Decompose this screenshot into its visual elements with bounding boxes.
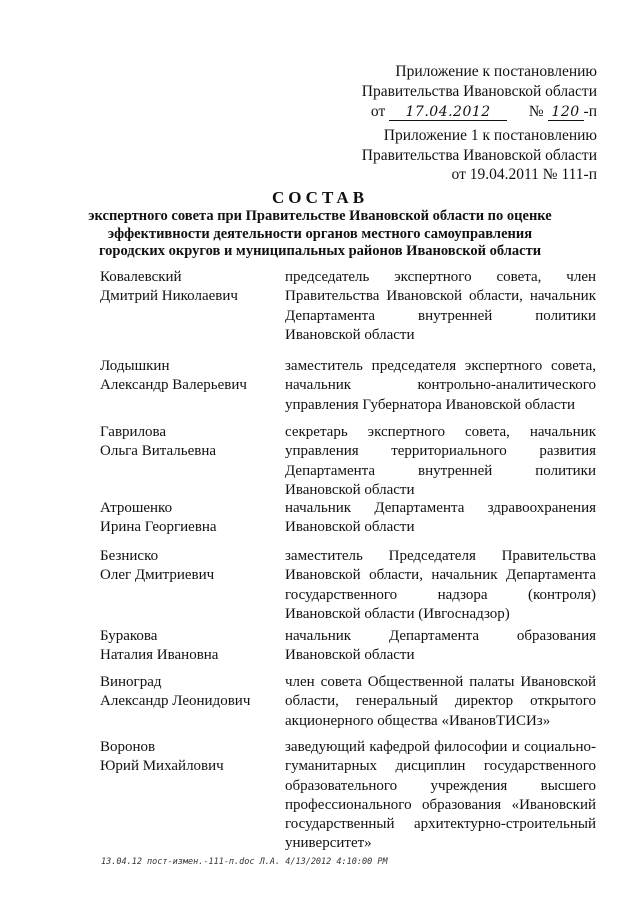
description-line: Ивановской области — [285, 326, 415, 343]
description-line: государственный архитектурно-строительный — [285, 816, 596, 833]
member-surname: Лодышкин — [100, 358, 170, 374]
description-line: области, генеральный директор открытого — [285, 693, 596, 710]
member-given-name: Александр Леонидович — [100, 693, 251, 710]
document-title: СОСТАВ — [271, 188, 369, 207]
document-subtitle — [0, 208, 640, 261]
member-description — [285, 738, 596, 854]
appendix-date-line — [362, 102, 597, 122]
member-name — [100, 268, 238, 307]
subtitle-line: экспертного совета при Правительстве Ивановской области по оценке — [88, 208, 552, 224]
from-label: от — [370, 103, 386, 120]
member-description — [285, 499, 596, 538]
member-given-name: Юрий Михайлович — [100, 758, 224, 775]
member-description — [285, 547, 596, 624]
handwritten-number: 120 — [548, 104, 584, 121]
description-line: университет» — [285, 835, 372, 852]
subtitle-line: эффективности деятельности органов местного самоуправления — [107, 225, 533, 242]
member-name — [100, 357, 247, 396]
description-line: Ивановской области — [285, 647, 415, 664]
member-name — [100, 423, 216, 462]
description-line: Ивановской области (Ивгоснадзор) — [285, 605, 510, 622]
subtitle-line: городских округов и муниципальных районов Ивановской области — [98, 243, 542, 260]
description-line: начальник Департамента здравоохранения — [285, 500, 596, 516]
number-label: № — [528, 103, 544, 120]
member-given-name: Дмитрий Николаевич — [100, 288, 238, 305]
description-line: Ивановской области — [285, 519, 415, 536]
appendix-line-2: Правительства Ивановской области — [361, 82, 597, 100]
member-surname: Буракова — [100, 628, 158, 644]
description-line: образовательного учреждения высшего — [285, 777, 596, 794]
description-line: председатель экспертного совета, член — [285, 269, 596, 285]
description-line: профессионального образования «Ивановский — [285, 796, 596, 813]
description-line: член совета Общественной палаты Ивановской — [285, 674, 596, 690]
member-surname: Гаврилова — [100, 424, 167, 440]
appendix-header — [362, 62, 597, 122]
member-surname: Безниско — [100, 548, 159, 564]
member-name — [100, 738, 224, 777]
description-line: гуманитарных дисциплин государственного — [285, 758, 596, 775]
description-line: Ивановской области — [285, 481, 415, 498]
description-line: Департамента внутренней политики — [285, 307, 596, 324]
description-line: заместитель Председателя Правительства — [285, 548, 596, 564]
description-line: заведующий кафедрой философии и социально- — [285, 739, 596, 755]
appendix-1-line-1: Приложение 1 к постановлению — [383, 127, 597, 144]
appendix-1-line-2: Правительства Ивановской области — [361, 146, 597, 164]
member-surname: Виноград — [100, 674, 162, 690]
description-line: заместитель председателя экспертного совета, — [285, 358, 596, 374]
description-line: Правительства Ивановской области, начальник — [285, 288, 596, 305]
number-suffix: -п — [583, 103, 597, 120]
member-surname: Ковалевский — [100, 269, 182, 285]
description-line: секретарь экспертного совета, начальник — [285, 424, 596, 440]
description-line: акционерного общества «ИвановТИСИз» — [285, 712, 551, 729]
handwritten-date: 17.04.2012 — [389, 104, 507, 121]
member-given-name: Наталия Ивановна — [100, 647, 219, 664]
member-name — [100, 627, 218, 666]
description-line: управления территориального развития — [285, 443, 596, 460]
member-given-name: Александр Валерьевич — [100, 377, 247, 394]
member-surname: Воронов — [100, 739, 156, 755]
appendix-line-1: Приложение к постановлению — [395, 63, 597, 80]
member-description — [285, 673, 596, 731]
member-surname: Атрошенко — [100, 500, 173, 516]
member-given-name: Ольга Витальевна — [100, 443, 217, 460]
member-description — [285, 423, 596, 500]
description-line: начальник контрольно-аналитического — [285, 377, 596, 394]
member-given-name: Ирина Георгиевна — [100, 519, 217, 536]
member-description — [285, 357, 596, 415]
member-description — [285, 627, 596, 666]
description-line: государственного надзора (контроля) — [285, 586, 596, 603]
member-name — [100, 547, 214, 586]
description-line: Департамента внутренней политики — [285, 462, 596, 479]
description-line: управления Губернатора Ивановской области — [285, 396, 575, 413]
appendix-1-header — [362, 126, 597, 185]
file-footer: 13.04.12 пост-измен.-111-п.doc Л.А. 4/13/2012 4:10:00 PM — [101, 857, 388, 867]
appendix-1-line-3: от 19.04.2011 № 111-п — [451, 166, 597, 183]
description-line: Ивановской области, начальник Департамента — [285, 567, 596, 584]
description-line: начальник Департамента образования — [285, 628, 596, 644]
member-given-name: Олег Дмитриевич — [100, 567, 215, 584]
member-description — [285, 268, 596, 345]
member-name — [100, 673, 250, 712]
member-name — [100, 499, 217, 538]
